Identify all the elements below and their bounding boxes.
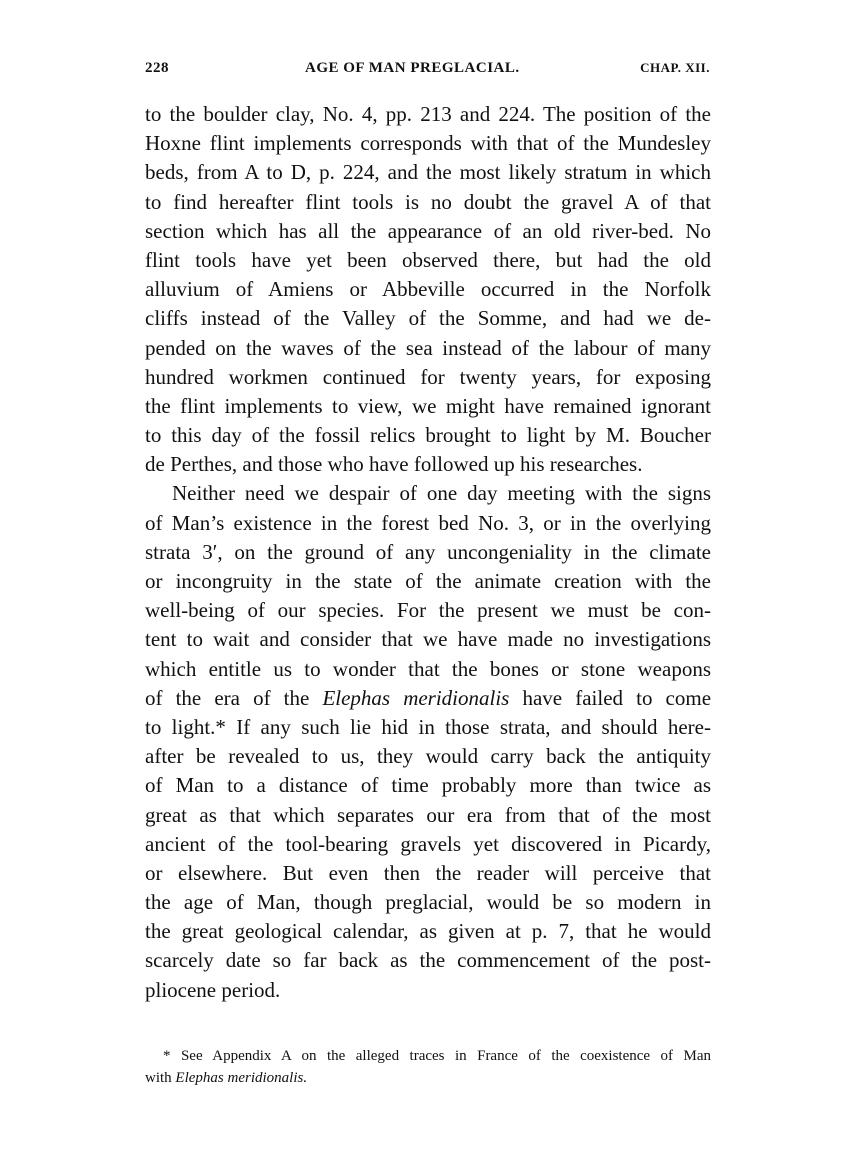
text-line: the great geological calendar, as given at p. 7, that he would <box>145 919 711 944</box>
text-line: Hoxne flint implements corresponds with that of the Mundesley <box>145 131 711 156</box>
text-line: ancient of the tool-bearing gravels yet discovered in Picardy, <box>145 831 711 856</box>
text-fragment: have failed to come <box>522 685 712 710</box>
text-line: or incongruity in the state of the animate creation with the <box>145 569 711 593</box>
text-line: which entitle us to wonder that the bones or stone weapons <box>145 656 711 681</box>
footnote-line: * See Appendix A on the alleged traces in France of the coexistence of Man <box>163 1048 711 1064</box>
paragraph-1 <box>145 100 711 479</box>
text-line: beds, from A to D, p. 224, and the most likely stratum in which <box>145 160 711 185</box>
text-line: cliffs instead of the Valley of the Somme, and had we de- <box>145 306 711 331</box>
text-line: pliocene period. <box>145 977 281 1002</box>
text-line: hundred workmen continued for twenty years, for exposing <box>145 364 711 389</box>
footnote <box>145 1045 711 1089</box>
text-line: strata 3′, on the ground of any uncongeniality in the climate <box>145 539 711 564</box>
text-line: alluvium of Amiens or Abbeville occurred in the Norfolk <box>145 277 711 302</box>
text-line: flint tools have yet been observed there, but had the old <box>145 247 711 272</box>
text-line: to this day of the fossil relics brought to light by M. Boucher <box>145 423 711 448</box>
text-line: to find hereafter flint tools is no doubt the gravel A of that <box>145 189 711 214</box>
text-line: of Man’s existence in the forest bed No. 3, or in the overlying <box>145 510 711 535</box>
text-line: to the boulder clay, No. 4, pp. 213 and 224. The position of the <box>145 102 711 126</box>
text-line: after be revealed to us, they would carry back the antiquity <box>145 744 711 769</box>
footnote-line <box>145 1067 711 1089</box>
page-number: 228 <box>145 60 169 76</box>
running-title: AGE OF MAN PREGLACIAL. <box>305 60 520 76</box>
text-line: great as that which separates our era from that of the most <box>145 802 711 827</box>
running-head <box>145 60 710 84</box>
body-text <box>145 100 711 1005</box>
text-line: pended on the waves of the sea instead of the labour of many <box>145 335 711 360</box>
text-line: to light.* If any such lie hid in those strata, and should here- <box>145 714 711 739</box>
text-line: de Perthes, and those who have followed up his researches. <box>145 452 643 477</box>
text-line-with-italic <box>145 684 711 713</box>
text-fragment: of the era of the <box>145 685 310 710</box>
chapter-reference: CHAP. XII. <box>640 60 710 75</box>
text-line: Neither need we despair of one day meeting with the signs <box>172 481 711 506</box>
text-line: the flint implements to view, we might have remained ignorant <box>145 393 711 418</box>
text-line: the age of Man, though preglacial, would be so modern in <box>145 890 711 915</box>
footnote-species-name: Elephas meridionalis. <box>175 1070 308 1086</box>
text-line: or elsewhere. But even then the reader will perceive that <box>145 860 711 885</box>
text-line: of Man to a distance of time probably more than twice as <box>145 773 711 798</box>
text-line: section which has all the appearance of an old river-bed. No <box>145 218 711 243</box>
text-line: well-being of our species. For the present we must be con- <box>145 598 711 623</box>
paragraph-2 <box>145 479 711 1004</box>
footnote-text: with <box>145 1070 172 1086</box>
species-name: Elephas meridionalis <box>322 685 510 710</box>
text-line: scarcely date so far back as the commencement of the post- <box>145 948 711 973</box>
text-line: tent to wait and consider that we have made no investigations <box>145 627 711 652</box>
